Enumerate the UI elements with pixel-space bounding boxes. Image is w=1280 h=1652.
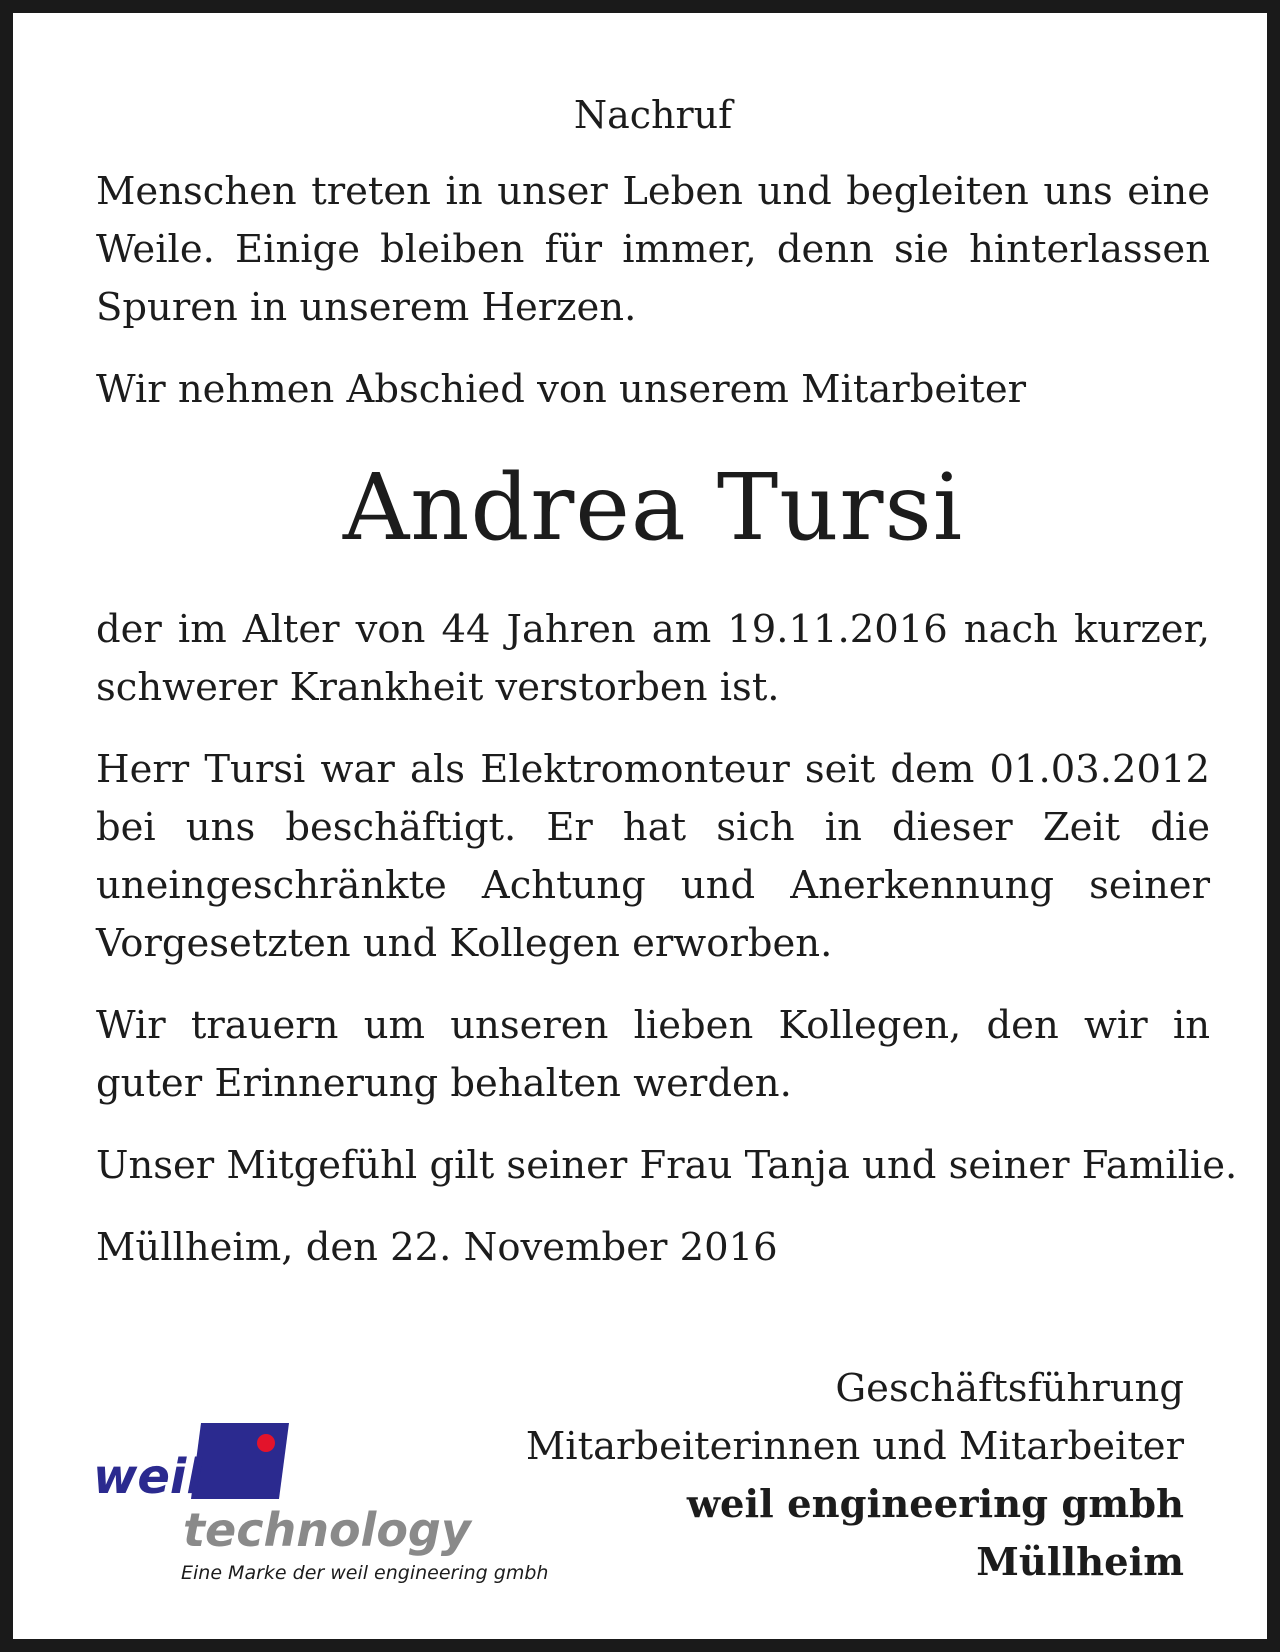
employment-paragraph: Herr Tursi war als Elektromonteur seit dem 01.03.2012 bei uns beschäftigt. Er hat sich in dieser Zeit die uneingeschränkte Achtung und Anerkennung seiner Vorgesetzten und Kollegen erworben. (96, 747, 1210, 966)
signature-management: Geschäftsführung (835, 1366, 1184, 1411)
logo-tagline: Eine Marke der weil engineering gmbh (181, 1562, 549, 1584)
logo-word-weil: weil (93, 1449, 203, 1505)
signature-company: weil engineering gmbh (686, 1482, 1184, 1527)
weil-technology-logo (93, 1421, 563, 1591)
notice-heading: Nachruf (573, 93, 733, 137)
signature-staff: Mitarbeiterinnen und Mitarbeiter (525, 1424, 1184, 1469)
signature-city: Müllheim (976, 1540, 1184, 1585)
sympathy-line: Unser Mitgefühl gilt seiner Frau Tanja und seiner Familie. (96, 1143, 1238, 1188)
death-info-paragraph: der im Alter von 44 Jahren am 19.11.2016 nach kurzer, schwerer Krankheit verstorben ist. (96, 607, 1210, 710)
place-date-line: Müllheim, den 22. November 2016 (96, 1225, 778, 1270)
intro-paragraph: Menschen treten in unser Leben und begleiten uns eine Weile. Einige bleiben für immer, denn sie hinterlassen Spuren in unserem Herzen. (96, 169, 1210, 330)
logo-graphic (93, 1421, 563, 1591)
deceased-name: Andrea Tursi (342, 454, 964, 561)
logo-word-technology: technology (183, 1503, 471, 1557)
mourning-paragraph: Wir trauern um unseren lieben Kollegen, den wir in guter Erinnerung behalten werden. (96, 1003, 1210, 1106)
farewell-line: Wir nehmen Abschied von unserem Mitarbeiter (96, 367, 1027, 412)
notice-content (96, 85, 1238, 1301)
logo-blue-square (191, 1423, 289, 1499)
logo-red-dot (257, 1434, 275, 1452)
signature-block (526, 1360, 1184, 1592)
